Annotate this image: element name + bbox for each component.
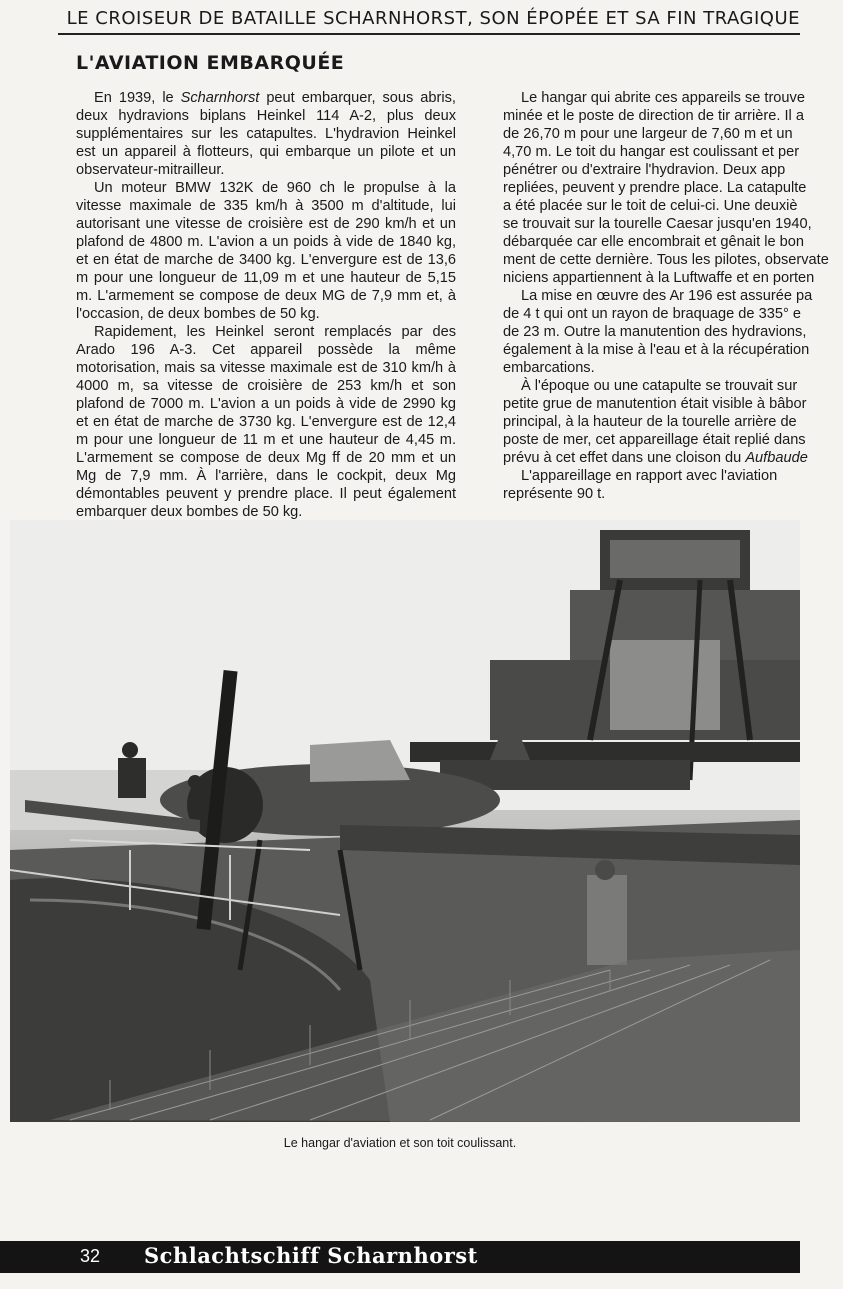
paragraph-1-start: En 1939, le	[94, 90, 181, 106]
running-header-title: LE CROISEUR DE BATAILLE SCHARNHORST, SON ÉPOPÉE ET SA FIN TRAGIQUE	[66, 8, 800, 29]
right-line: représente 90 t.	[503, 486, 606, 502]
photo-caption: Le hangar d'aviation et son toit coulissant.	[283, 1136, 517, 1150]
right-line: débarquée car elle encombrait et gênait le bon	[503, 234, 804, 250]
right-line: À l'époque ou une catapulte se trouvait sur	[521, 378, 798, 394]
right-line: principal, à la hauteur de la tourelle arrière de	[503, 414, 797, 430]
right-line: de 4 t qui ont un rayon de braquage de 335° e	[503, 306, 801, 322]
right-line: a été placée sur le toit de celui-ci. Une deuxiè	[503, 198, 798, 214]
ship-name-italic: Scharnhorst	[180, 90, 260, 106]
right-line: La mise en œuvre des Ar 196 est assurée pa	[521, 288, 813, 304]
right-line: de 26,70 m pour une largeur de 7,60 m et un	[503, 126, 793, 142]
right-line: ment de cette dernière. Tous les pilotes, observate	[503, 252, 829, 268]
right-line: L'appareillage en rapport avec l'aviation	[521, 468, 778, 484]
right-line: niciens appartiennent à la Luftwaffe et en porten	[503, 270, 815, 286]
section-title: L'AVIATION EMBARQUÉE	[76, 52, 345, 74]
header-rule	[58, 33, 800, 35]
hangar-seaplane-photo	[10, 520, 800, 1122]
page-number: 32	[80, 1246, 101, 1266]
right-line: petite grue de manutention était visible à bâbor	[503, 396, 807, 412]
photo-illustration	[10, 520, 800, 1122]
right-text-column	[503, 89, 843, 502]
right-line	[503, 449, 843, 467]
right-line: se trouvait sur la tourelle Caesar jusqu'en 1940,	[503, 216, 812, 232]
right-line: repliées, peuvent y prendre place. La catapulte	[503, 180, 807, 196]
right-line: poste de mer, cet appareillage était replié dans	[503, 432, 806, 448]
paragraph-3: Rapidement, les Heinkel seront remplacés par des Arado 196 A-3. Cet appareil possède la même motorisation, mais sa vitesse maximale est de 310 km/h à 4000 m, sa vitesse de croisière de 253 km/h et son plafond de 7000 m. L'avion a un poids à vide de 2990 kg et en état de marche de 3730 kg. L'envergure est de 12,4 m pour une longueur de 11 m et une hauteur de 4,45 m. L'armement se compose de deux Mg ff de 20 mm et un Mg de 7,9 mm. À l'arrière, dans le cockpit, deux Mg démontables peuvent y prendre place. Il peut également embarquer deux bombes de 50 kg.	[76, 324, 456, 520]
paragraph-1	[76, 89, 456, 179]
footer-book-title: Schlachtschiff Scharnhorst	[144, 1243, 478, 1268]
aufbau-word-italic: Aufbaude	[745, 450, 808, 466]
paragraph-1-end: peut embarquer, sous abris, deux hydravions biplans Heinkel 114 A-2, plus deux supplémentaires sur les catapultes. L'hydravion Heinkel est un appareil à flotteurs, qui embarque un pilote et un observateur-mitrailleur.	[76, 90, 456, 178]
right-line: minée et le poste de direction de tir arrière. Il a	[503, 108, 804, 124]
left-text-column	[76, 89, 456, 520]
right-line: Le hangar qui abrite ces appareils se trouve	[521, 90, 805, 106]
right-line: également à la mise à l'eau et à la récupération	[503, 342, 810, 358]
right-line: embarcations.	[503, 360, 595, 376]
right-line: pénétrer ou d'extraire l'hydravion. Deux app	[503, 162, 786, 178]
right-line: 4,70 m. Le toit du hangar est coulissant et per	[503, 144, 800, 160]
right-line: de 23 m. Outre la manutention des hydravions,	[503, 324, 807, 340]
right-line-start: prévu à cet effet dans une cloison du	[503, 450, 746, 466]
paragraph-2: Un moteur BMW 132K de 960 ch le propulse à la vitesse maximale de 335 km/h à 3500 m d'altitude, lui autorisant une vitesse de croisière est de 290 km/h et un plafond de 4800 m. L'avion a un poids à vide de 1840 kg, et en état de marche de 3400 kg. L'envergure est de 13,6 m pour une longueur de 11,09 m et une hauteur de 5,15 m. L'armement se compose de deux MG de 7,9 mm et, à l'occasion, de deux bombes de 50 kg.	[76, 180, 456, 322]
